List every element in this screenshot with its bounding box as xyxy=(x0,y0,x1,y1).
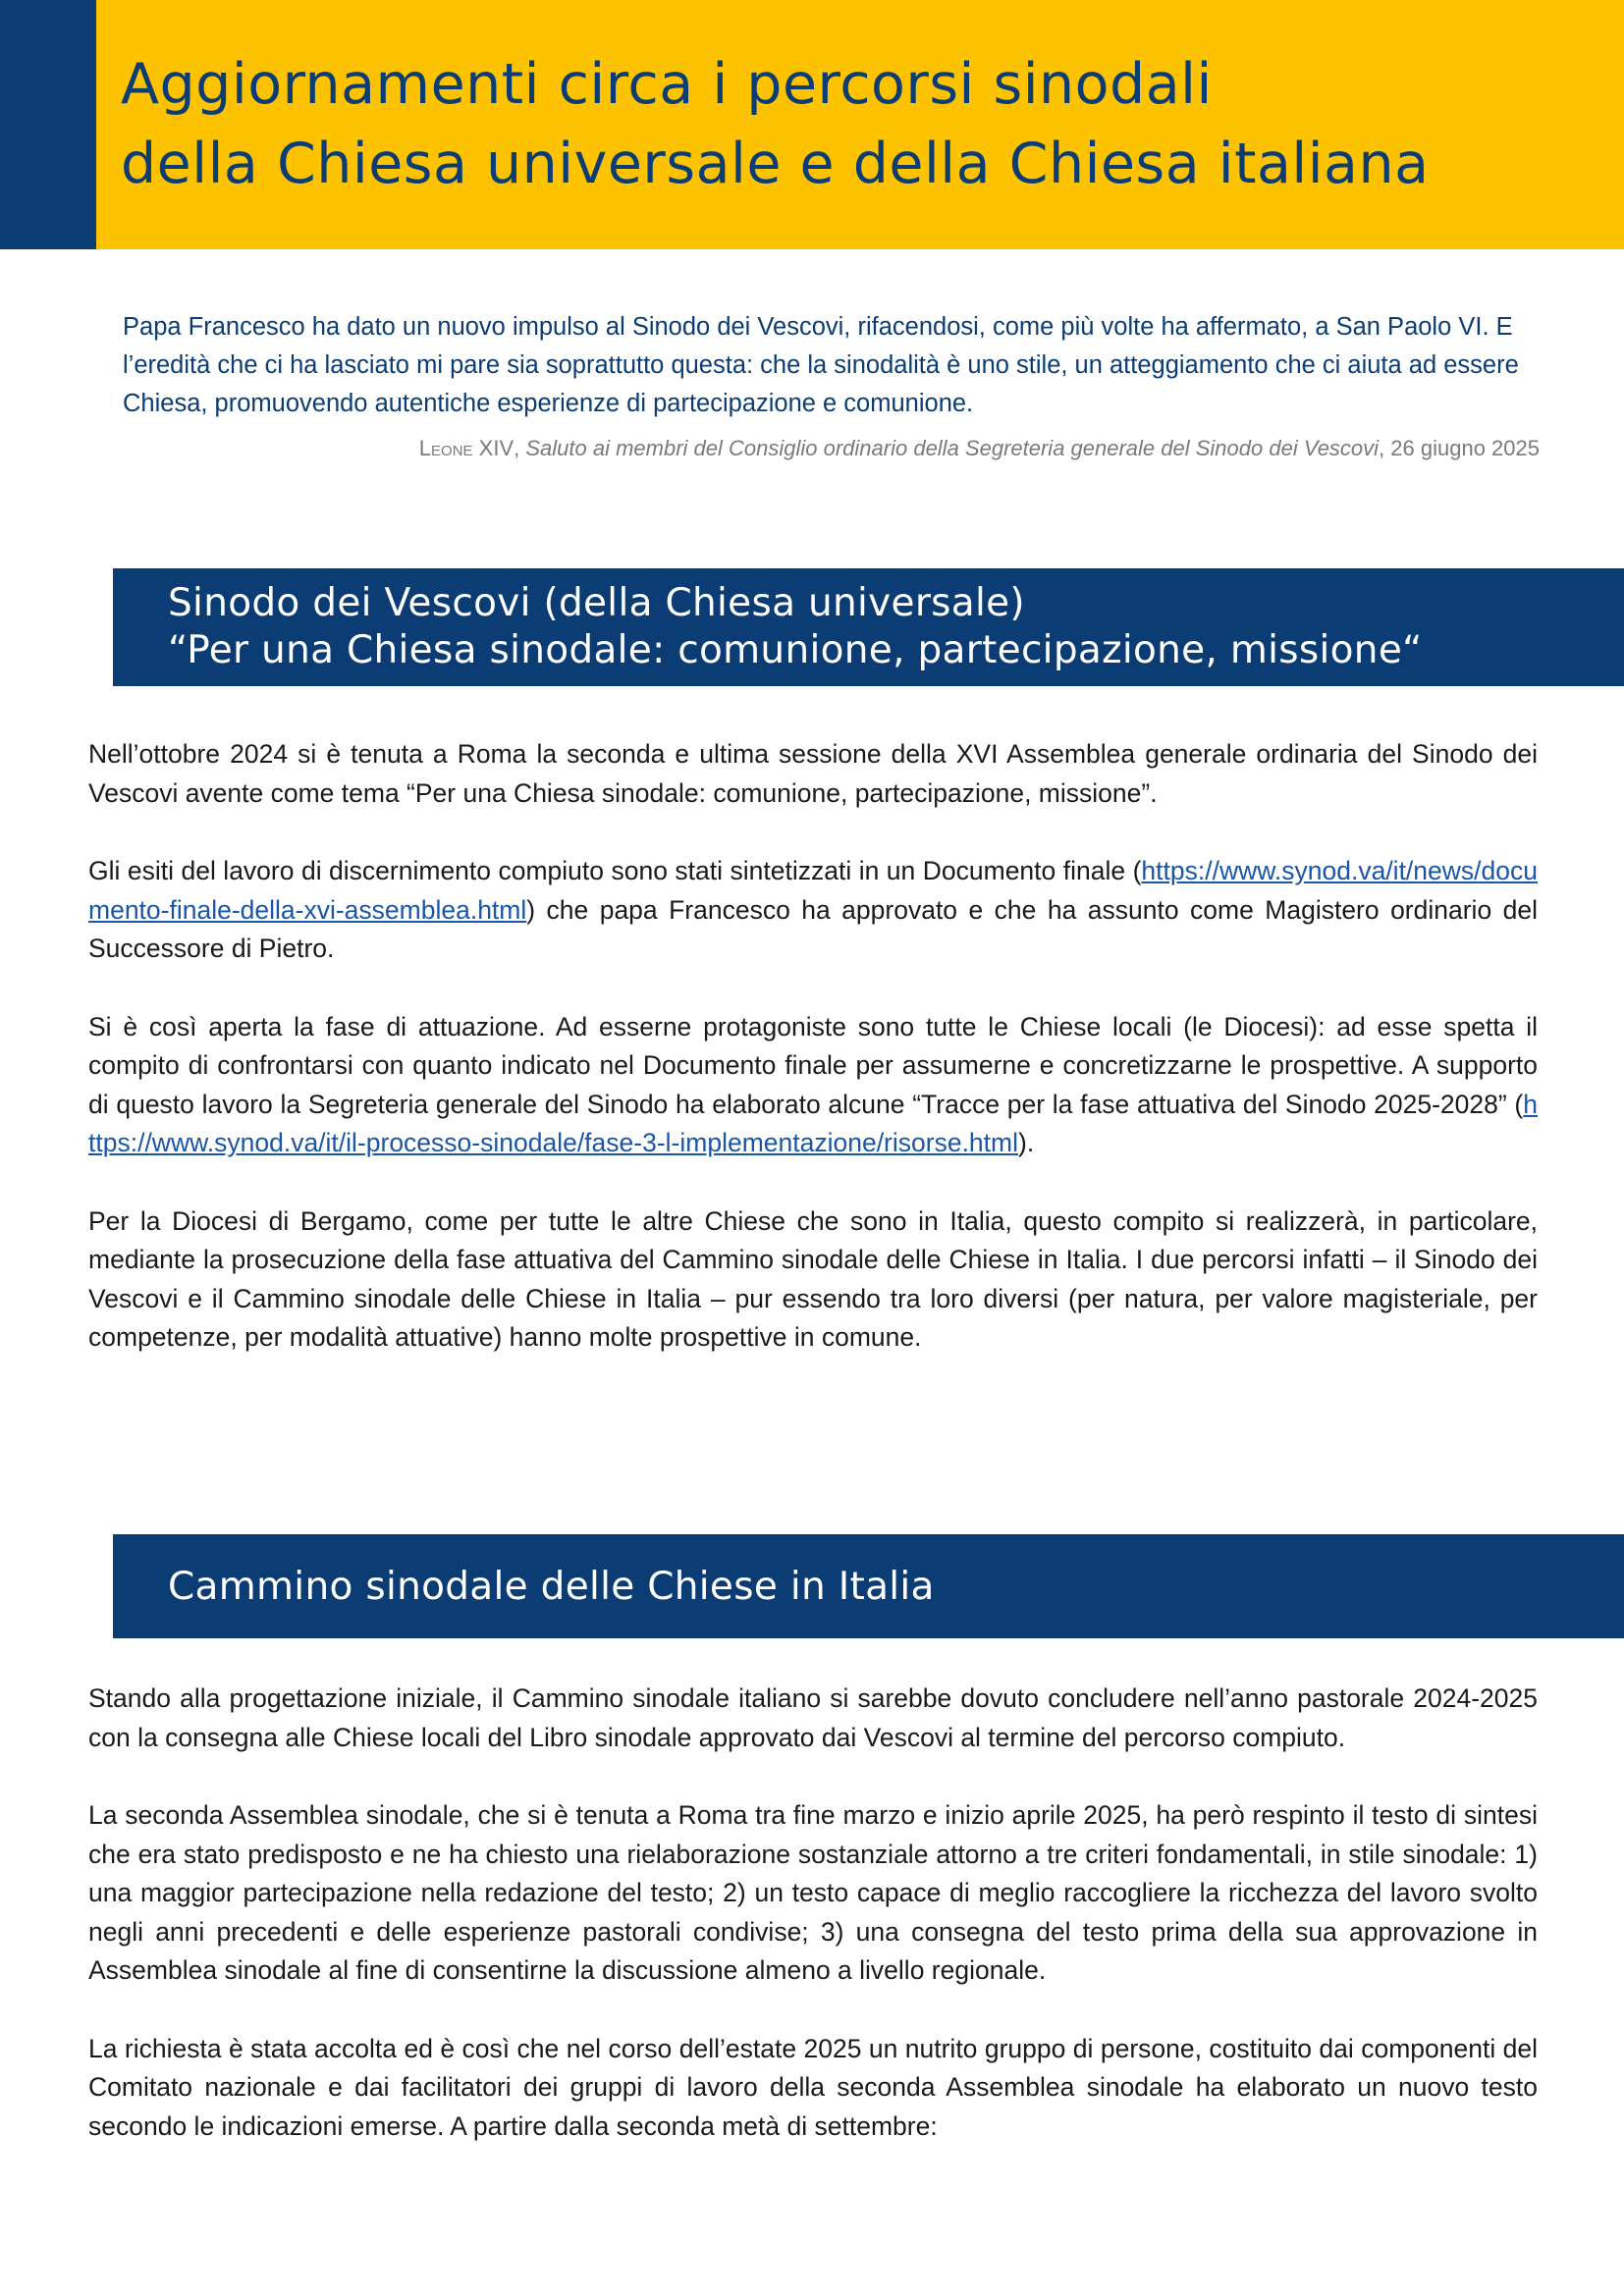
paragraph-text: ). xyxy=(1018,1128,1035,1157)
section-title-line-1: Sinodo dei Vescovi (della Chiesa universale) xyxy=(168,581,1025,625)
documento-finale-link[interactable]: https://www.synod.va/it/news/documento-finale-della-xvi-assemblea.html xyxy=(88,856,1538,925)
paragraph: Per la Diocesi di Bergamo, come per tutte le altre Chiese che sono in Italia, questo compito si realizzerà, in particolare, mediante la prosecuzione della fase attuativa del Cammino sinodale delle Chiese in Italia. I due percorsi infatti – il Sinodo dei Vescovi e il Cammino sinodale delle Chiese in Italia – pur essendo tra loro diversi (per natura, per valore magisteriale, per competenze, per modalità attuative) hanno molte prospettive in comune. xyxy=(88,1205,1538,1352)
quote-citation: Leone XIV, Saluto ai membri del Consiglio ordinario della Segreteria generale del Sinodo dei Vescovi, 26 giugno 2025 xyxy=(418,436,1540,460)
citation-date: , 26 giugno 2025 xyxy=(1379,436,1540,460)
paragraph xyxy=(88,1008,1538,1163)
risorse-link[interactable]: https://www.synod.va/it/il-processo-sinodale/fase-3-l-implementazione/risorse.html xyxy=(88,1089,1538,1157)
section-title-line-2: “Per una Chiesa sinodale: comunione, partecipazione, missione“ xyxy=(168,628,1423,672)
paragraph: Nell’ottobre 2024 si è tenuta a Roma la seconda e ultima sessione della XVI Assemblea generale ordinaria del Sinodo dei Vescovi avente come tema “Per una Chiesa sinodale: comunione, partecipazione, missione”. xyxy=(88,739,1538,808)
paragraph-text: ) che papa Francesco ha approvato e che ha assunto come Magistero ordinario del Successore di Pietro. xyxy=(88,894,1538,963)
section-header-sinodo-vescovi xyxy=(113,568,1624,686)
citation-work: Saluto ai membri del Consiglio ordinario della Segreteria generale del Sinodo dei Vescovi xyxy=(525,436,1380,460)
paragraph-text: Si è così aperta la fase di attuazione. Ad esserne protagoniste sono tutte le Chiese locali (le Diocesi): ad esse spetta il compito di confrontarsi con quanto indicato nel Documento finale per assumerne e concretizzarne le prospettive. A supporto di questo lavoro la Segreteria generale del Sinodo ha elaborato alcune “Tracce per la fase attuativa del Sinodo 2025-2028” ( xyxy=(88,1011,1538,1119)
paragraph: La seconda Assemblea sinodale, che si è tenuta a Roma tra fine marzo e inizio aprile 2025, ha però respinto il testo di sintesi che era stato predisposto e ne ha chiesto una rielaborazione sostanziale attorno a tre criteri fondamentali, in stile sinodale: 1) una maggior partecipazione nella redazione del testo; 2) un testo capace di meglio raccogliere la ricchezza del lavoro svolto negli anni precedenti e delle esperienze pastorali condivise; 3) una consegna del testo prima della sua approvazione in Assemblea sinodale al fine di consentirne la discussione almeno a livello regionale. xyxy=(88,1800,1538,1985)
paragraph xyxy=(88,852,1538,969)
section-header-cammino-sinodale xyxy=(113,1534,1624,1638)
section-body-cammino-sinodale xyxy=(88,1680,1538,2185)
section-title xyxy=(168,580,1624,674)
paragraph-text: Gli esiti del lavoro di discernimento compiuto sono stati sintetizzati in un Documento finale ( xyxy=(88,856,1142,885)
paragraph: Stando alla progettazione iniziale, il Cammino sinodale italiano si sarebbe dovuto concludere nell’anno pastorale 2024-2025 con la consegna alle Chiese locali del Libro sinodale approvato dai Vescovi al termine del percorso compiuto. xyxy=(88,1683,1538,1752)
section-title: Cammino sinodale delle Chiese in Italia xyxy=(168,1565,935,1609)
paragraph: La richiesta è stata accolta ed è così che nel corso dell’estate 2025 un nutrito gruppo di persone, costituito dai componenti del Comitato nazionale e dai facilitatori dei gruppi di lavoro della seconda Assemblea sinodale ha elaborato un nuovo testo secondo le indicazioni emerse. A partire dalla seconda metà di settembre: xyxy=(88,2033,1538,2141)
page-title-line-1: Aggiornamenti circa i percorsi sinodali xyxy=(121,52,1213,117)
quote-text: Papa Francesco ha dato un nuovo impulso al Sinodo dei Vescovi, rifacendosi, come più volte ha affermato, a San Paolo VI. E l’eredità che ci ha lasciato mi pare sia soprattutto questa: che la sinodalità è uno stile, un atteggiamento che ci aiuta ad essere Chiesa, promuovendo autentiche esperienze di partecipazione e comunione. xyxy=(123,313,1519,417)
section-body-sinodo-vescovi xyxy=(88,735,1538,1397)
page-title-line-2: della Chiesa universale e della Chiesa italiana xyxy=(121,132,1430,196)
header-accent-stripe xyxy=(0,0,96,249)
epigraph-quote xyxy=(123,308,1540,464)
page-title xyxy=(121,45,1594,204)
citation-author: Leone XIV xyxy=(418,436,514,460)
